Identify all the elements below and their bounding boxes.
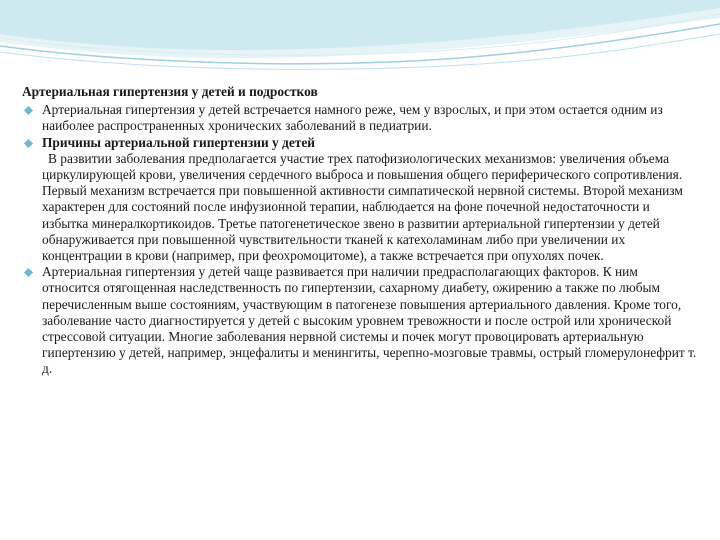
bullet-item: [22, 135, 698, 151]
bullet-item: [22, 264, 698, 377]
bullet-marker-icon: [24, 139, 33, 148]
bullet-marker-icon: [24, 106, 33, 115]
bullet-marker-icon: [24, 268, 33, 277]
slide-content: [22, 84, 698, 378]
bullet-text: Артериальная гипертензия у детей чаще развивается при наличии предрасполагающих факторов. К ним относится отягощенная наследственность по гипертензии, сахарному диабету, ожирению а также по любым перечисленным выше состояниям, участвующим в патогенезе повышения артериального давления. Кроме того, заболевание часто диагностируется у детей с высоким уровнем тревожности и после острой или хронической стрессовой ситуации. Многие заболевания нервной системы и почек могут провоцировать артериальную гипертензию у детей, например, энцефалиты и менингиты, черепно-мозговые травмы, острый гломерулонефрит т. д.: [42, 264, 697, 377]
bullet-heading: Причины артериальной гипертензии у детей: [42, 134, 316, 150]
bullet-item: [22, 102, 698, 134]
body-paragraph: В развитии заболевания предполагается участие трех патофизиологических механизмов: увеличения объема циркулирующей крови, увеличения сердечного выброса и повышения общего периферического сопротивления. Первый механизм встречается при повышенной активности симпатической нервной системы. Второй механизм характерен для состояний после инфузионной терапии, наблюдается на фоне почечной недостаточности и избытка минералкортикоидов. Третье патогенетическое звено в развитии артериальной гипертензии у детей обнаруживается при повышенной чувствительности тканей к катехоламинам либо при увеличении их концентрации в крови (например, при феохромоцитоме), а также встречается при опухолях почек.: [42, 150, 683, 264]
bullet-text: Артериальная гипертензия у детей встречается намного реже, чем у взрослых, и при этом остается одним из наиболее распространенных хронических заболеваний в педиатрии.: [42, 102, 663, 134]
slide-title: Артериальная гипертензия у детей и подростков: [22, 84, 318, 99]
header-wave-decoration: [0, 0, 720, 95]
